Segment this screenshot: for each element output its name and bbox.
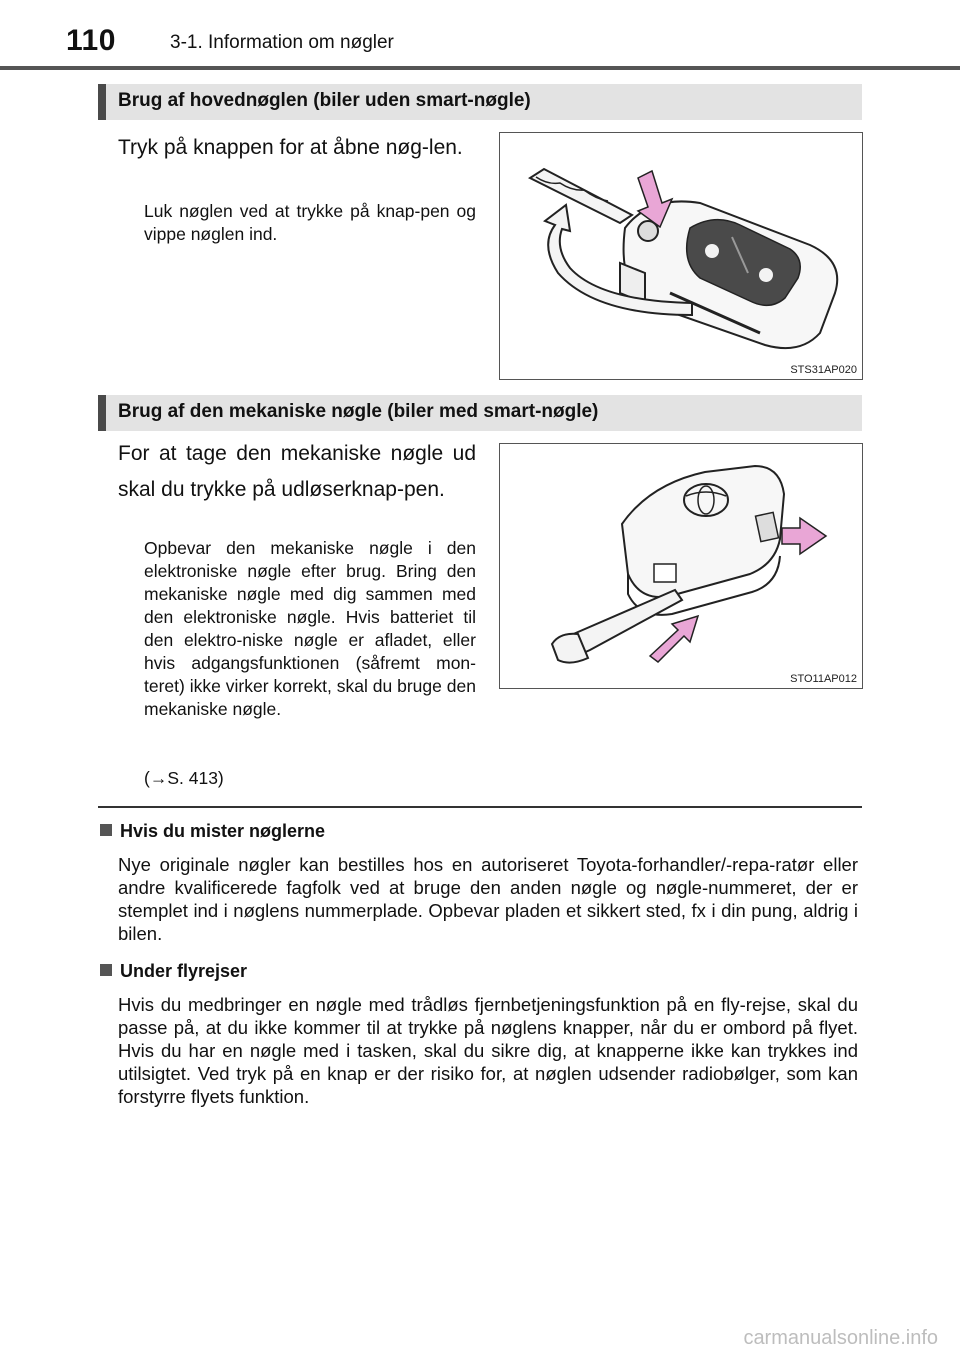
note-body-air-travel: Hvis du medbringer en nøgle med trådløs fjernbetjeningsfunktion på en fly-rejse, skal du passe på, at du ikke kommer til at trykke på nøglens knapper, når du er ombord på flyet. Hvis du har en nøgle med i tasken, skal du sikre dig, at knapperne ikke kan trykkes ind utilsigtet. Ved tryk på en knap er der risiko for, at nøglen udsender radiobølger, som kan forstyrre flyets funktion. [118,994,858,1107]
chapter-title: 3-1. Information om nøgler [170,32,394,53]
figure-code: STS31AP020 [790,364,857,376]
step-note: Opbevar den mekaniske nøgle i den elektroniske nøgle efter brug. Bring den mekaniske nøgle med dig sammen med den elektroniske nøgle. Hvis batteriet til den elektro-niske nøgle er afladet, eller hvis adgangsfunktionen (såfremt mon-teret) ikke virker korrekt, skal du bruge den mekaniske nøgle. [144,538,476,719]
section-title: Brug af den mekaniske nøgle (biler med smart-nøgle) [118,401,599,422]
section-accent [98,395,106,431]
section-title: Brug af hovednøglen (biler uden smart-nøgle) [118,90,531,111]
step-text: Tryk på knappen for at åbne nøg-len. [118,136,463,159]
figure-master-key [499,132,863,380]
page-number: 110 [66,24,116,57]
note-title-text: Under flyrejser [120,961,248,981]
note-body-lost-keys: Nye originale nøgler kan bestilles hos en autoriseret Toyota-forhandler/-repa-ratør eller andre kvalificerede fagfolk ved at bruge den anden nøgle og nøgle-nummeret, der er stemplet ind i nøglens nummerplade. Opbevar pladen et sikkert sted, fx i din pung, aldrig i bilen. [118,854,858,944]
note-title-text: Hvis du mister nøglerne [120,821,326,841]
header-rule [0,66,960,70]
section-header-master-key [98,84,862,120]
page-reference: (→S. 413) [144,768,224,788]
smart-key-illustration [500,444,862,688]
bullet-square-icon [100,824,112,836]
step-note: Luk nøglen ved at trykke på knap-pen og vippe nøglen ind. [144,201,476,244]
figure-smart-key [499,443,863,689]
figure-code: STO11AP012 [790,673,857,685]
step-text: For at tage den mekaniske nøgle ud skal du trykke på udløserknap-pen. [118,442,476,501]
section-header-mechanical-key [98,395,862,431]
note-title-lost-keys [100,821,325,842]
bullet-square-icon [100,964,112,976]
master-key-illustration [500,133,862,379]
watermark: carmanualsonline.info [743,1327,938,1349]
section-divider [98,806,862,808]
section-accent [98,84,106,120]
note-title-air-travel [100,961,247,982]
